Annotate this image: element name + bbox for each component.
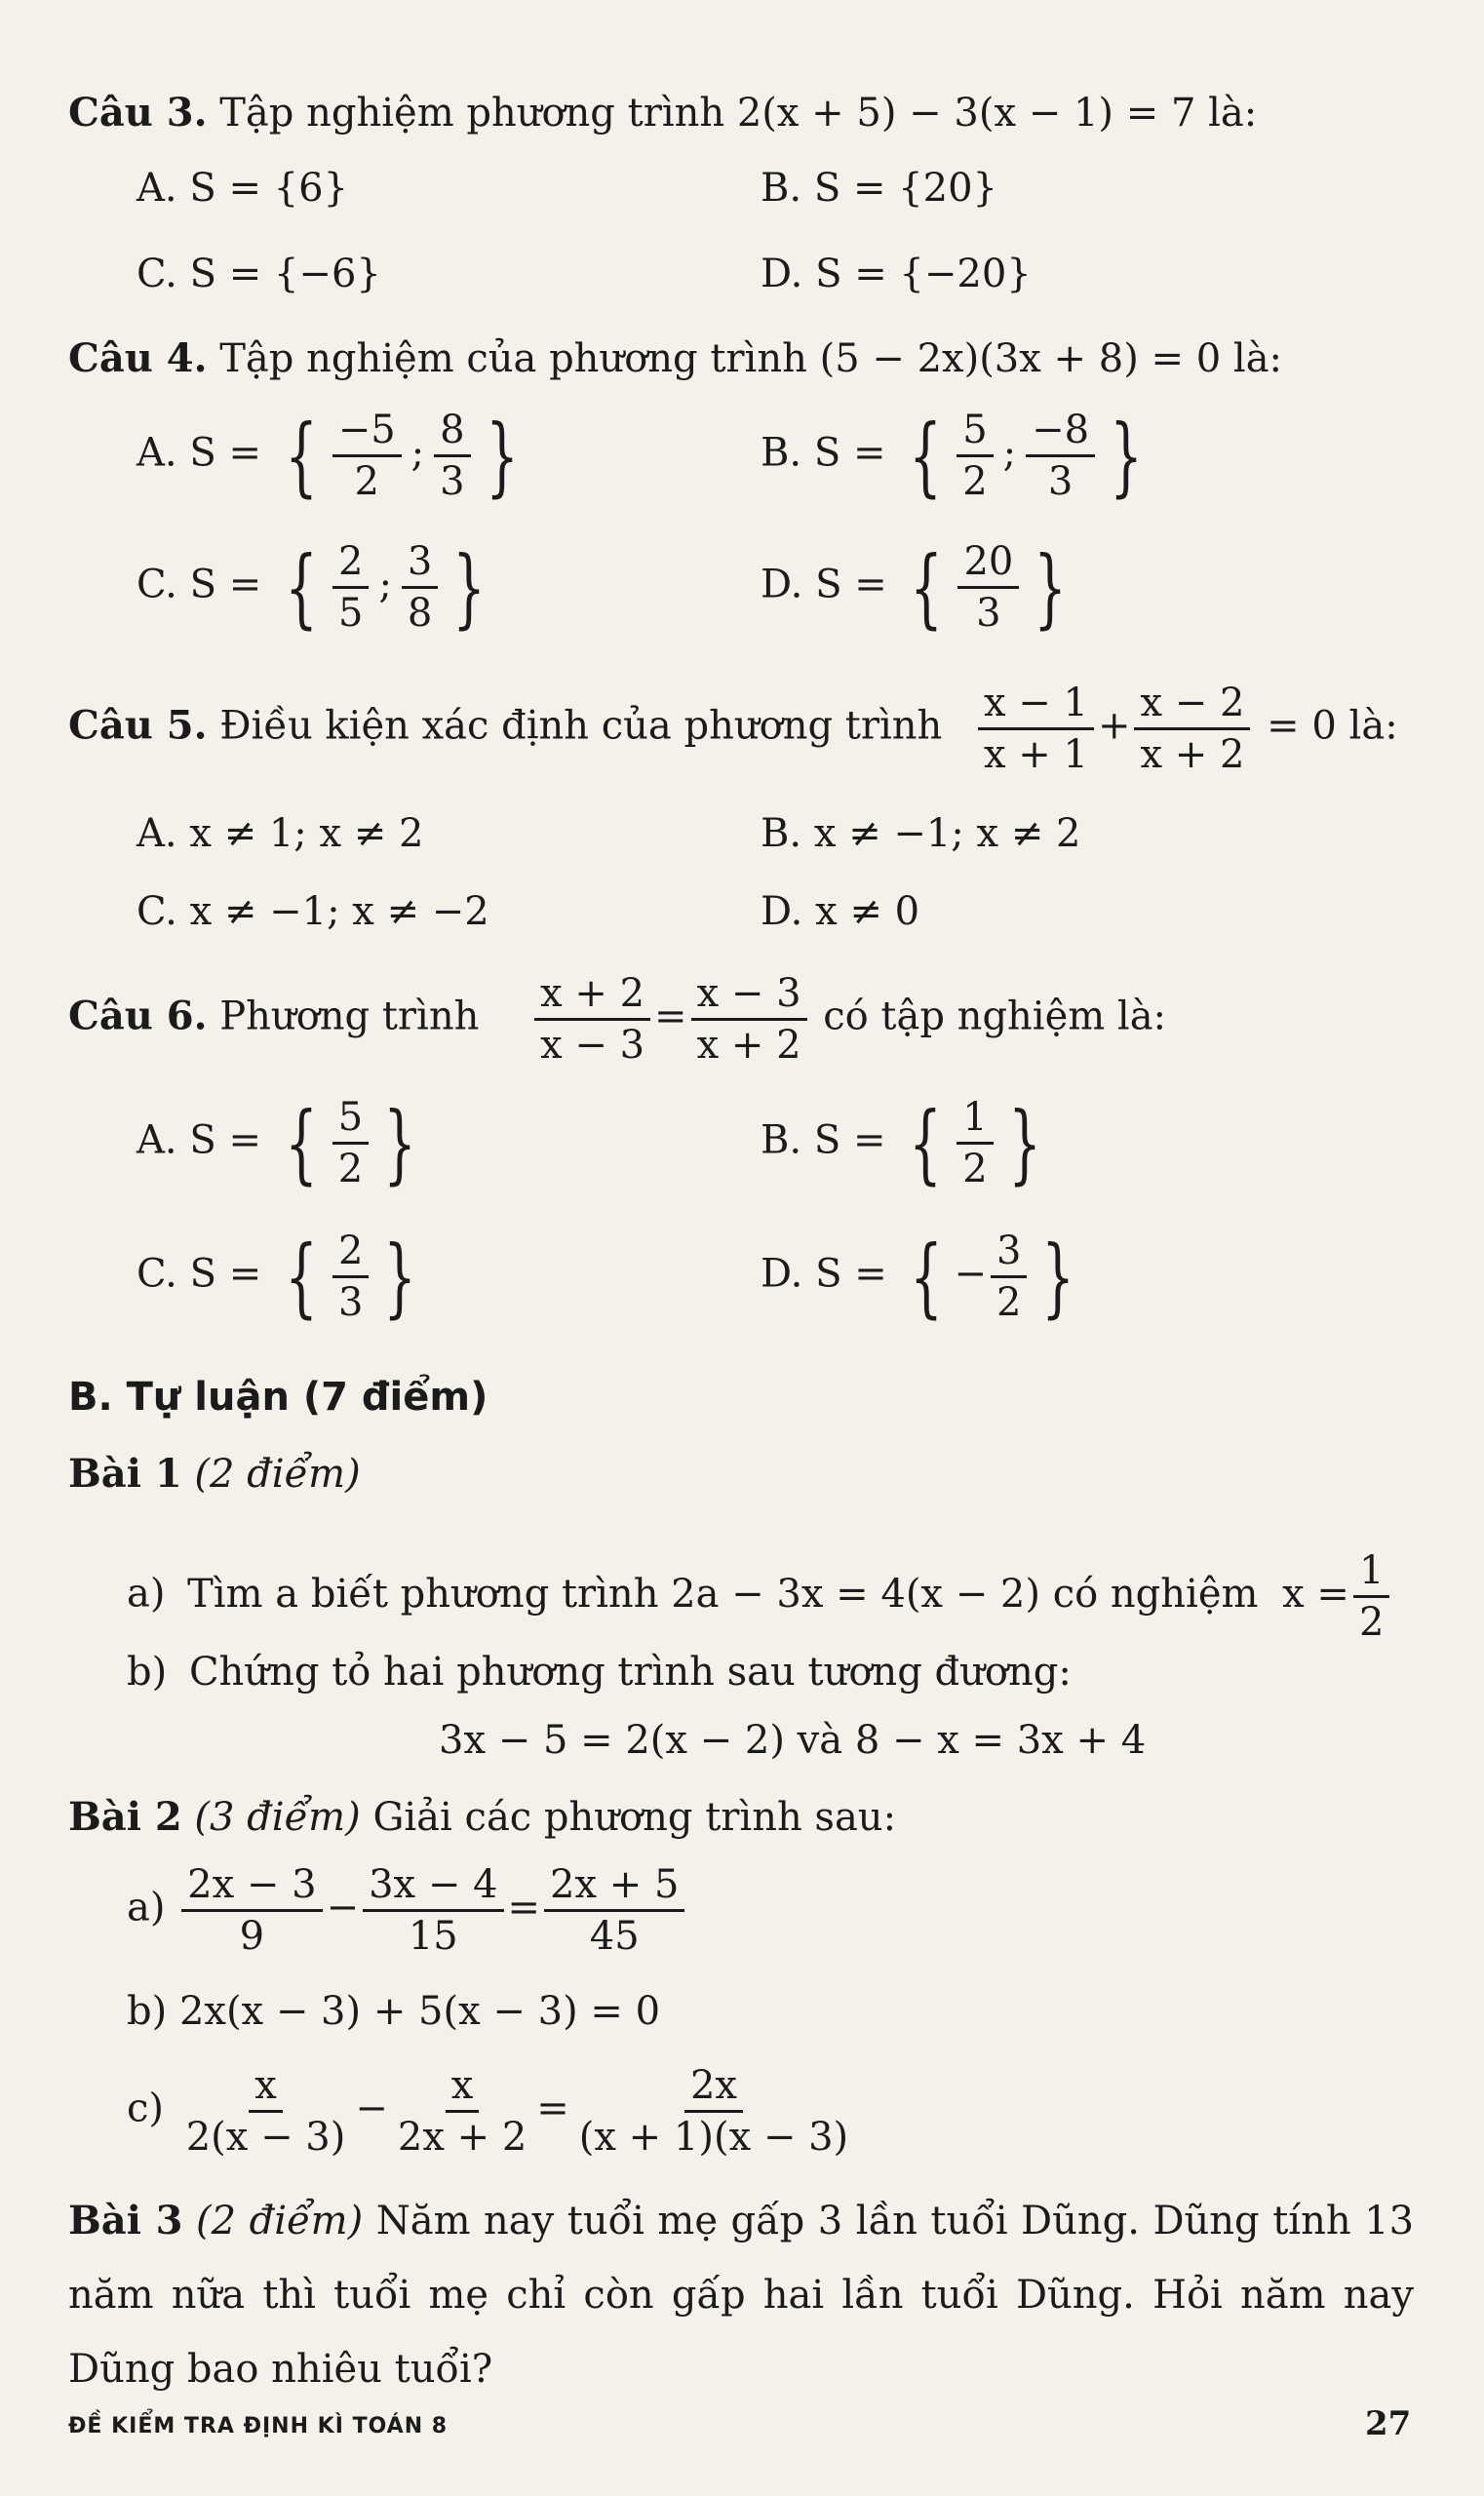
fraction: [392, 2065, 532, 2158]
q3-label: Câu 3.: [68, 90, 208, 136]
q5-option-b: [761, 811, 1080, 856]
q6-stem: [68, 973, 1166, 1066]
right-brace: }: [452, 536, 487, 638]
minus-sign: −: [355, 2086, 388, 2131]
q3-option-d: [761, 252, 1032, 296]
option-set: S =: [815, 1251, 887, 1297]
bai1-label: Bài 1: [68, 1451, 182, 1497]
option-letter: C.: [137, 562, 177, 607]
bai3-paragraph: [68, 2184, 1414, 2406]
fraction: [534, 973, 650, 1066]
fraction: [402, 541, 438, 634]
denominator: (x + 1)(x − 3): [578, 2115, 849, 2160]
option-set: S =: [189, 430, 261, 476]
fraction: [691, 973, 807, 1066]
numerator: 3: [991, 1230, 1027, 1278]
numerator: 1: [1353, 1550, 1389, 1598]
part-prefix: b): [127, 1989, 168, 2034]
left-brace: {: [284, 1092, 318, 1193]
part-prefix: c): [127, 2086, 165, 2131]
numerator: x − 3: [691, 973, 807, 1021]
fraction: [1134, 682, 1250, 775]
part-text: Chứng tỏ hai phương trình sau tương đương:: [188, 1650, 1072, 1695]
q5-option-c: [137, 889, 489, 934]
option-expr: S = {6}: [189, 166, 349, 211]
left-brace: {: [284, 405, 318, 506]
minus-sign: −: [954, 1251, 987, 1297]
right-brace: }: [1034, 536, 1068, 638]
option-letter: C.: [137, 252, 177, 296]
fraction: [978, 682, 1094, 775]
bai2-part-a: [127, 1864, 688, 1957]
q4-option-d: [761, 536, 1077, 638]
option-letter: B.: [761, 430, 802, 476]
numerator: −5: [332, 410, 402, 457]
bai1-points: (2 điểm): [194, 1452, 361, 1497]
option-letter: C.: [137, 889, 177, 934]
numerator: 5: [332, 1097, 369, 1145]
fraction: [332, 1230, 369, 1323]
option-set: S =: [813, 1117, 886, 1163]
denominator: 9: [239, 1914, 265, 1959]
fraction: [991, 1230, 1027, 1323]
option-expr: S = {−6}: [189, 252, 381, 296]
fraction: [1026, 410, 1095, 502]
fraction: [1353, 1550, 1389, 1643]
option-expr: x ≠ 0: [815, 889, 920, 934]
q6-option-a: [137, 1092, 427, 1193]
denominator: 45: [589, 1914, 640, 1959]
denominator: 2: [962, 1147, 988, 1191]
option-expr: x ≠ −1; x ≠ 2: [813, 811, 1081, 856]
equals-sign: =: [536, 2086, 569, 2131]
bai2-text: Giải các phương trình sau:: [372, 1795, 897, 1840]
bai1-part-a: [127, 1550, 1393, 1643]
q4-stem: [68, 335, 1282, 381]
option-set: S =: [189, 562, 262, 607]
option-letter: D.: [761, 562, 803, 607]
numerator: x: [249, 2065, 283, 2113]
right-brace: }: [1041, 1226, 1075, 1327]
right-brace: }: [1110, 405, 1143, 506]
q6-tail: có tập nghiệm là:: [823, 994, 1167, 1039]
bai1-part-b: [127, 1650, 1072, 1695]
denominator: 3: [976, 591, 1001, 636]
q3-option-a: [137, 166, 348, 211]
q4-text: Tập nghiệm của phương trình (5 − 2x)(3x + 8) = 0 là:: [219, 336, 1283, 381]
q5-label: Câu 5.: [68, 702, 208, 749]
fraction: [363, 1864, 503, 1957]
numerator: 2x + 5: [544, 1864, 684, 1912]
right-brace: }: [1007, 1092, 1041, 1193]
numerator: 20: [957, 541, 1019, 589]
fraction: [957, 541, 1019, 634]
denominator: 3: [440, 459, 465, 504]
numerator: 8: [434, 410, 470, 457]
denominator: x + 2: [1140, 732, 1245, 777]
option-set: S =: [189, 1251, 262, 1297]
part-prefix: b): [127, 1650, 168, 1695]
equals-sign: =: [654, 994, 687, 1039]
q5-option-d: [761, 889, 919, 934]
left-brace: {: [909, 405, 942, 506]
option-expr: S = {−20}: [815, 252, 1032, 296]
right-brace: }: [383, 1226, 417, 1327]
q3-option-b: [761, 166, 997, 211]
denominator: x + 2: [696, 1023, 801, 1068]
part-prefix: a): [127, 1571, 166, 1617]
left-brace: {: [285, 1226, 318, 1327]
left-brace: {: [285, 536, 318, 638]
fraction: [332, 410, 402, 502]
bai2-part-b: [127, 1989, 660, 2034]
option-expr: S = {20}: [813, 166, 997, 211]
option-letter: B.: [761, 1117, 802, 1163]
numerator: x − 2: [1134, 682, 1250, 730]
bai2-heading: [68, 1794, 896, 1840]
q3-text: Tập nghiệm phương trình 2(x + 5) − 3(x − 1) = 7 là:: [219, 91, 1258, 136]
fraction: [544, 1864, 684, 1957]
option-letter: B.: [761, 166, 802, 211]
fraction: [434, 410, 470, 502]
denominator: 2: [337, 1147, 364, 1191]
numerator: 5: [957, 410, 993, 457]
bai3-points: (2 điểm): [196, 2199, 364, 2243]
numerator: x + 2: [534, 973, 650, 1021]
bai3-text: Năm nay tuổi mẹ gấp 3 lần tuổi Dũng. Dũng tính 13 năm nữa thì tuổi mẹ chỉ còn gấp hai lần tuổi Dũng. Hỏi năm nay Dũng bao nhiêu tuổi?: [68, 2199, 1415, 2392]
numerator: x: [446, 2065, 480, 2113]
option-expr: x ≠ −1; x ≠ −2: [189, 889, 489, 934]
q5-tail: = 0 là:: [1267, 703, 1398, 749]
denominator: 2: [962, 459, 988, 504]
q5-stem: [68, 682, 1398, 775]
equals-sign: =: [507, 1885, 541, 1930]
left-brace: {: [909, 1092, 942, 1193]
q5-option-a: [137, 811, 423, 856]
denominator: 2: [1358, 1600, 1385, 1645]
plus-sign: +: [1097, 703, 1131, 749]
numerator: −8: [1026, 410, 1095, 457]
option-letter: D.: [761, 1251, 803, 1297]
q5-text: Điều kiện xác định của phương trình: [219, 703, 943, 749]
denominator: 2: [354, 459, 379, 504]
q4-option-c: C. S = { $\frac{2}{5}$ ; $\frac{3}{8}$ }: [137, 536, 487, 638]
option-letter: D.: [761, 252, 803, 296]
page-number: 27: [1365, 2404, 1412, 2443]
denominator: 5: [337, 591, 364, 636]
part-equation: 2x(x − 3) + 5(x − 3) = 0: [178, 1989, 661, 2034]
option-expr: x ≠ 1; x ≠ 2: [189, 811, 424, 856]
denominator: 8: [407, 591, 433, 636]
bai2-part-c: [127, 2065, 858, 2158]
option-letter: D.: [761, 889, 803, 934]
option-letter: A.: [137, 166, 177, 211]
bai2-label: Bài 2: [68, 1794, 182, 1840]
bai1-equations: 3x − 5 = 2(x − 2) và 8 − x = 3x + 4: [439, 1718, 1147, 1763]
q6-text: Phương trình: [219, 994, 480, 1039]
fraction: [573, 2065, 854, 2158]
denominator: x − 3: [540, 1023, 645, 1068]
part-prefix: a): [127, 1885, 166, 1930]
q3-option-c: [137, 252, 381, 296]
bai3-label: Bài 3: [68, 2198, 183, 2243]
numerator: 2: [332, 1230, 369, 1278]
footer-title: ĐỀ KIỂM TRA ĐỊNH KÌ TOÁN 8: [68, 2414, 449, 2438]
q3-stem: [68, 90, 1257, 136]
denominator: 2(x − 3): [185, 2115, 346, 2160]
option-letter: A.: [137, 430, 177, 476]
part-text: Tìm a biết phương trình 2a − 3x = 4(x − 2) có nghiệm: [187, 1571, 1259, 1617]
denominator: 3: [1047, 459, 1074, 504]
x-equals: x =: [1282, 1571, 1349, 1617]
q4-option-a: A. S = { $\frac{-5}{2}$ ; $\frac{8}{3}$ }: [137, 405, 519, 506]
numerator: 3x − 4: [363, 1864, 503, 1912]
option-letter: A.: [137, 1117, 177, 1163]
option-letter: C.: [137, 1251, 177, 1297]
numerator: 2x − 3: [181, 1864, 322, 1912]
fraction: [332, 541, 369, 634]
left-brace: {: [910, 1226, 944, 1327]
fraction: [181, 1864, 322, 1957]
denominator: 2: [996, 1280, 1022, 1325]
numerator: 1: [957, 1097, 993, 1145]
q4-label: Câu 4.: [68, 335, 208, 381]
q6-option-c: [137, 1226, 427, 1327]
option-set: S =: [189, 1117, 261, 1163]
fraction: [332, 1097, 369, 1190]
bai1-heading: [68, 1451, 361, 1497]
q6-option-b: [761, 1092, 1052, 1193]
right-brace: }: [485, 405, 519, 506]
numerator: 3: [402, 541, 438, 589]
numerator: x − 1: [978, 682, 1094, 730]
q6-label: Câu 6.: [68, 993, 208, 1039]
option-set: S =: [813, 430, 886, 476]
minus-sign: −: [326, 1885, 360, 1930]
denominator: 2x + 2: [397, 2115, 527, 2160]
option-set: S =: [815, 562, 887, 607]
option-letter: B.: [761, 811, 802, 856]
fraction: [957, 410, 993, 502]
numerator: 2x: [684, 2065, 743, 2113]
right-brace: }: [383, 1092, 416, 1193]
fraction: [957, 1097, 993, 1190]
q4-option-b: B. S = { $\frac{5}{2}$ ; $\frac{-8}{3}$ }: [761, 405, 1143, 506]
fraction: [180, 2065, 352, 2158]
left-brace: {: [910, 536, 944, 638]
q6-option-d: [761, 1226, 1085, 1327]
denominator: x + 1: [984, 732, 1088, 777]
section-b-heading: B. Tự luận (7 điểm): [68, 1375, 488, 1420]
denominator: 3: [337, 1280, 364, 1325]
denominator: 15: [408, 1914, 458, 1959]
numerator: 2: [332, 541, 369, 589]
option-letter: A.: [137, 811, 177, 856]
bai2-points: (3 điểm): [194, 1795, 361, 1840]
